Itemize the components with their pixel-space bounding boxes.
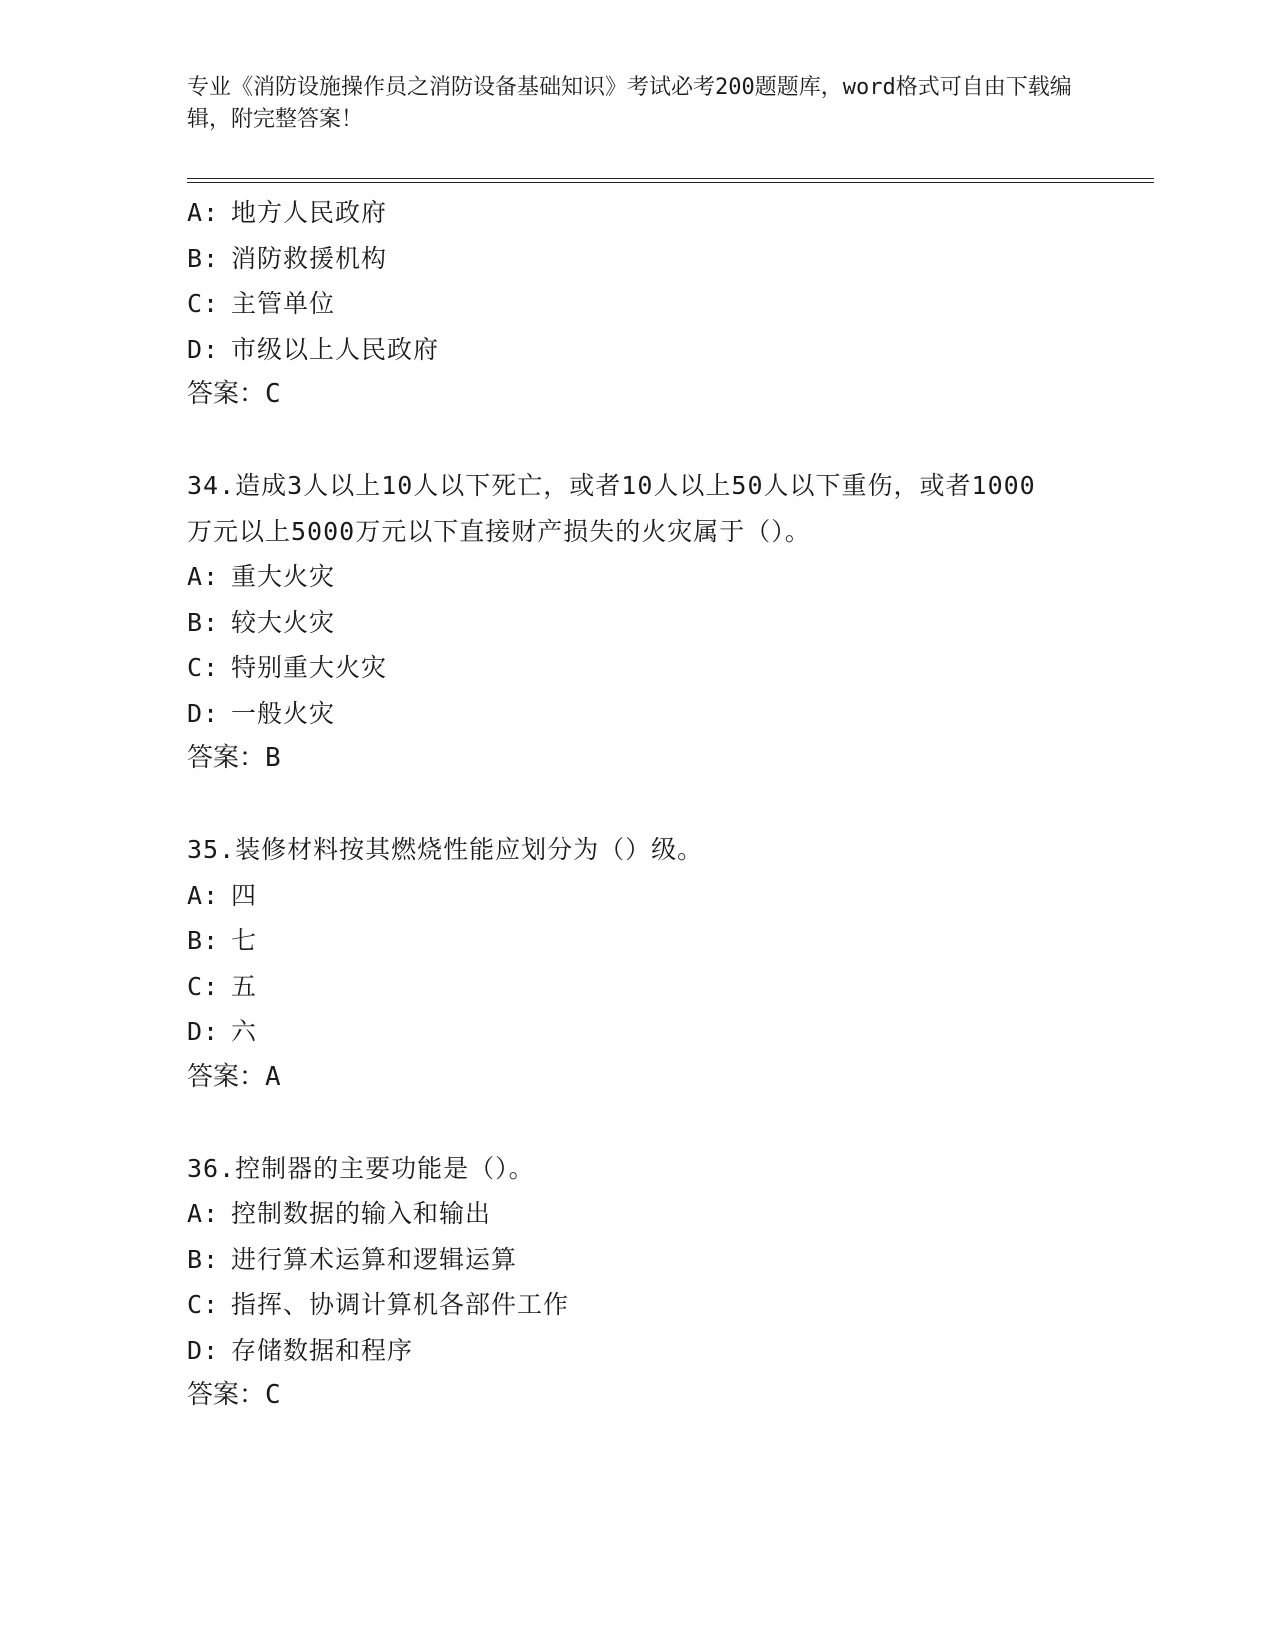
- option-b: B: 进行算术运算和逻辑运算: [187, 1244, 518, 1274]
- question-block: [187, 190, 1127, 418]
- question-stem: 36.控制器的主要功能是（）。: [187, 1153, 535, 1183]
- question-block: [187, 1146, 1127, 1419]
- option-a: A: 重大火灾: [187, 562, 336, 591]
- option-b: B: 消防救援机构: [187, 243, 388, 273]
- answer-line: 答案：A: [187, 1061, 281, 1092]
- option-a: A: 地方人民政府: [187, 198, 388, 227]
- document-header: 专业《消防设施操作员之消防设备基础知识》考试必考200题题库，word格式可自由下载编辑，附完整答案！: [187, 75, 1072, 132]
- option-d: D: 六: [187, 1017, 258, 1046]
- option-c: C: 特别重大火灾: [187, 653, 388, 682]
- question-block: [187, 827, 1127, 1100]
- option-d: D: 一般火灾: [187, 698, 336, 728]
- option-b: B: 较大火灾: [187, 607, 336, 637]
- option-c: C: 五: [187, 971, 258, 1001]
- header-divider-top: [187, 178, 1154, 179]
- option-b: B: 七: [187, 926, 258, 955]
- answer-line: 答案：B: [187, 743, 281, 773]
- answer-line: 答案：C: [187, 1380, 281, 1410]
- option-d: D: 存储数据和程序: [187, 1335, 414, 1365]
- question-list: [187, 190, 1127, 1419]
- question-stem: 34.造成3人以上10人以下死亡，或者10人以上50人以下重伤，或者1000万元以上5000万元以下直接财产损失的火灾属于（）。: [187, 471, 1036, 546]
- question-stem: 35.装修材料按其燃烧性能应划分为（）级。: [187, 835, 704, 864]
- option-c: C: 主管单位: [187, 289, 336, 318]
- option-a: A: 控制数据的输入和输出: [187, 1199, 492, 1228]
- answer-line: 答案：C: [187, 379, 281, 409]
- option-d: D: 市级以上人民政府: [187, 334, 440, 364]
- option-a: A: 四: [187, 880, 258, 910]
- option-c: C: 指挥、协调计算机各部件工作: [187, 1290, 570, 1319]
- question-block: [187, 463, 1127, 782]
- header-divider-bottom: [187, 182, 1154, 183]
